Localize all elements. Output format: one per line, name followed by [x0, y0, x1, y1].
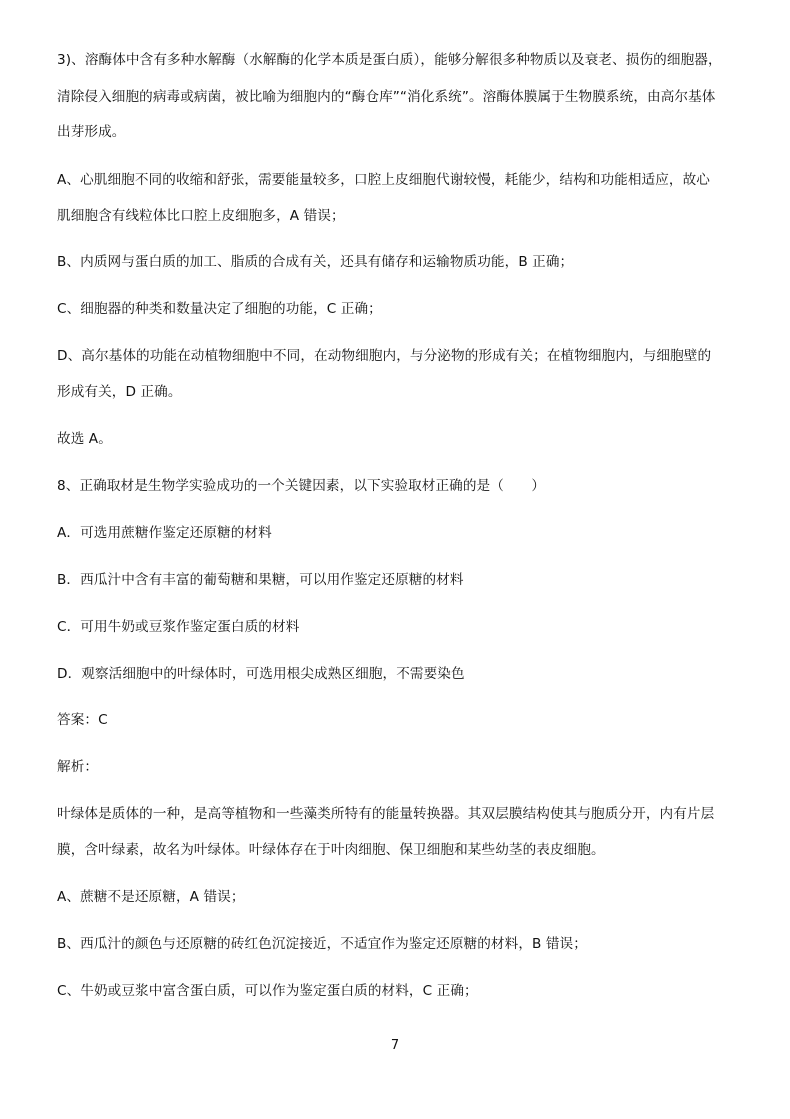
question-title: 8、正确取材是生物学实验成功的一个关键因素，以下实验取材正确的是（ ） [57, 478, 546, 494]
text-line: A、蔗糖不是还原糖，A 错误； [57, 889, 245, 905]
text-line: 出芽形成。 [57, 124, 126, 140]
text-line: 膜，含叶绿素，故名为叶绿体。叶绿体存在于叶肉细胞、保卫细胞和某些幼茎的表皮细胞。 [57, 842, 605, 858]
page-number: 7 [390, 1038, 400, 1053]
option-a: A．可选用蔗糖作鉴定还原糖的材料 [57, 525, 272, 541]
text-line: 肌细胞含有线粒体比口腔上皮细胞多，A 错误； [57, 208, 345, 224]
answer: 答案：C [57, 712, 108, 728]
option-b: B．西瓜汁中含有丰富的葡萄糖和果糖，可以用作鉴定还原糖的材料 [57, 572, 464, 588]
text-line: 3)、溶酶体中含有多种水解酶（水解酶的化学本质是蛋白质），能够分解很多种物质以及衰老、损伤的细胞器， [57, 52, 722, 68]
text-line: 清除侵入细胞的病毒或病菌，被比喻为细胞内的“酶仓库”“消化系统”。溶酶体膜属于生物膜系统，由高尔基体 [57, 89, 716, 105]
option-d: D．观察活细胞中的叶绿体时，可选用根尖成熟区细胞，不需要染色 [57, 666, 465, 682]
text-line: D、高尔基体的功能在动植物细胞中不同，在动物细胞内，与分泌物的形成有关；在植物细胞内，与细胞壁的 [57, 348, 712, 364]
option-c: C．可用牛奶或豆浆作鉴定蛋白质的材料 [57, 619, 300, 635]
text-line: B、西瓜汁的颜色与还原糖的砖红色沉淀接近，不适宜作为鉴定还原糖的材料，B 错误； [57, 936, 587, 952]
text-line: C、细胞器的种类和数量决定了细胞的功能，C 正确； [57, 301, 382, 317]
text-line: B、内质网与蛋白质的加工、脂质的合成有关，还具有储存和运输物质功能，B 正确； [57, 254, 574, 270]
text-line: 叶绿体是质体的一种，是高等植物和一些藻类所特有的能量转换器。其双层膜结构使其与胞质分开，内有片层 [57, 806, 715, 822]
text-line: 故选 A。 [57, 431, 112, 447]
text-line: C、牛奶或豆浆中富含蛋白质，可以作为鉴定蛋白质的材料，C 正确； [57, 983, 478, 999]
text-line: 形成有关，D 正确。 [57, 384, 182, 400]
analysis-heading: 解析： [57, 759, 99, 775]
text-line: A、心肌细胞不同的收缩和舒张，需要能量较多，口腔上皮细胞代谢较慢，耗能少，结构和功能相适应，故心 [57, 172, 711, 188]
